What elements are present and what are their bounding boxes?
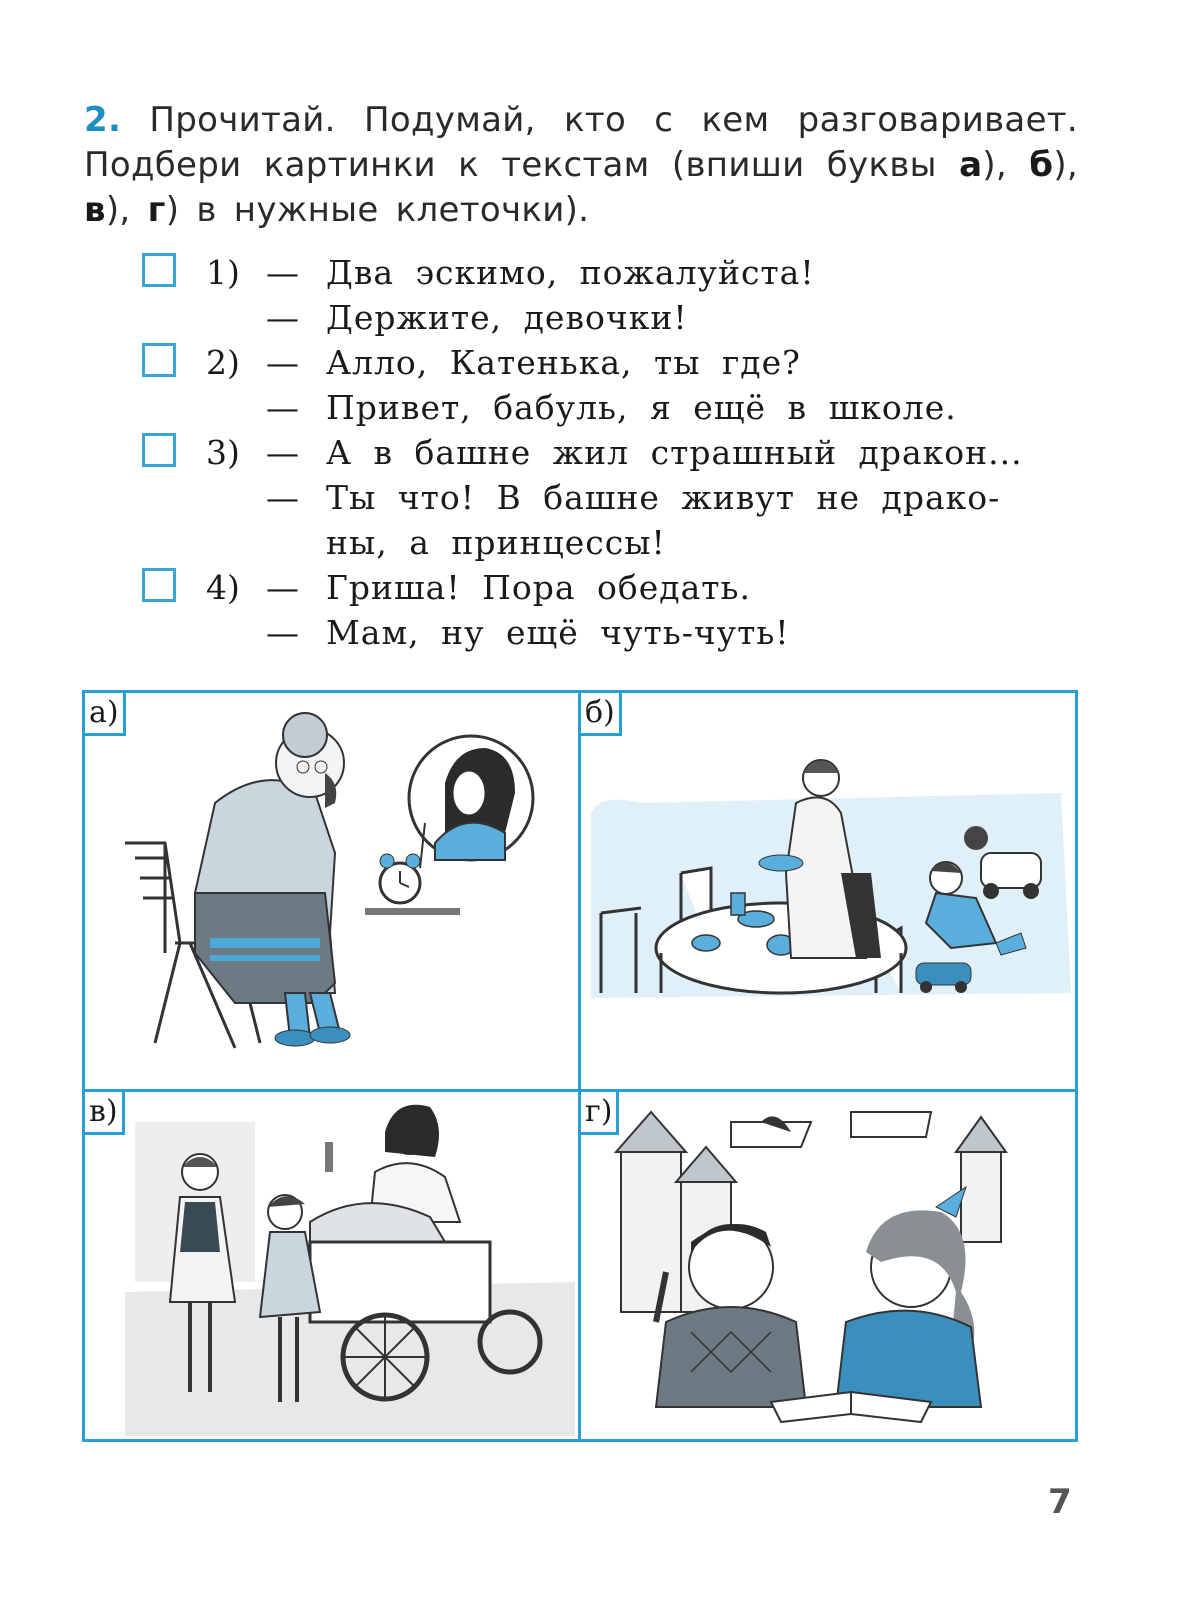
- picture-label-b: б): [581, 693, 622, 736]
- task-instruction: [84, 98, 1078, 233]
- dialog-line: Гриша! Пора обедать.: [326, 568, 751, 607]
- instruction-text-1: Прочитай. Подумай, кто с кем разговаривает. Подбери картинки к текстам (впиши буквы: [84, 100, 1079, 185]
- dialog-line: А в башне жил страшный дракон...: [326, 433, 1023, 472]
- instruction-sep-3: ),: [105, 190, 148, 230]
- picture-b: [581, 693, 1075, 1092]
- answer-box-2[interactable]: [142, 343, 176, 377]
- task-number: 2.: [84, 100, 122, 140]
- dialog-1: [142, 250, 1082, 340]
- castle-story-illustration: [581, 1092, 1072, 1436]
- dialog-dash: —: [266, 343, 299, 382]
- page-number: 7: [1048, 1482, 1072, 1522]
- instruction-text-2: ) в нужные клеточки).: [165, 190, 590, 230]
- dialog-4: [142, 565, 1082, 655]
- letter-b: б: [1029, 145, 1054, 185]
- dialog-dash: —: [266, 388, 299, 427]
- answer-box-4[interactable]: [142, 568, 176, 602]
- dialog-line: Мам, ну ещё чуть-чуть!: [326, 613, 790, 652]
- dialog-number: 3): [206, 433, 240, 472]
- dialog-number: 4): [206, 568, 240, 607]
- picture-grid: [82, 690, 1078, 1442]
- picture-label-a: а): [85, 693, 126, 736]
- dialog-dash: —: [266, 568, 299, 607]
- dialog-dash: —: [266, 433, 299, 472]
- instruction-sep-2: ),: [1053, 145, 1078, 185]
- grandmother-phone-illustration: [85, 693, 578, 1089]
- picture-a: [85, 693, 581, 1092]
- picture-v: [85, 1092, 581, 1439]
- dialog-number: 2): [206, 343, 240, 382]
- picture-g: [581, 1092, 1075, 1439]
- dialog-3: [142, 430, 1082, 565]
- dialog-list: [142, 250, 1082, 655]
- dialog-dash: —: [266, 253, 299, 292]
- letter-g: г: [147, 190, 166, 230]
- ice-cream-cart-illustration: [85, 1092, 578, 1436]
- picture-label-g: г): [581, 1092, 619, 1135]
- picture-label-v: в): [85, 1092, 125, 1135]
- family-lunch-illustration: [581, 693, 1072, 1089]
- dialog-dash: —: [266, 478, 299, 517]
- dialog-line: Держите, девочки!: [326, 298, 688, 337]
- dialog-line: Ты что! В башне живут не драко-: [326, 478, 1001, 517]
- dialog-line: ны, а принцессы!: [326, 523, 666, 562]
- dialog-2: [142, 340, 1082, 430]
- letter-v: в: [84, 190, 106, 230]
- instruction-sep-1: ),: [982, 145, 1030, 185]
- answer-box-1[interactable]: [142, 253, 176, 287]
- dialog-dash: —: [266, 298, 299, 337]
- dialog-dash: —: [266, 613, 299, 652]
- dialog-line: Два эскимо, пожалуйста!: [326, 253, 815, 292]
- dialog-number: 1): [206, 253, 240, 292]
- answer-box-3[interactable]: [142, 433, 176, 467]
- letter-a: а: [959, 145, 983, 185]
- dialog-line: Алло, Катенька, ты где?: [326, 343, 801, 382]
- dialog-line: Привет, бабуль, я ещё в школе.: [326, 388, 957, 427]
